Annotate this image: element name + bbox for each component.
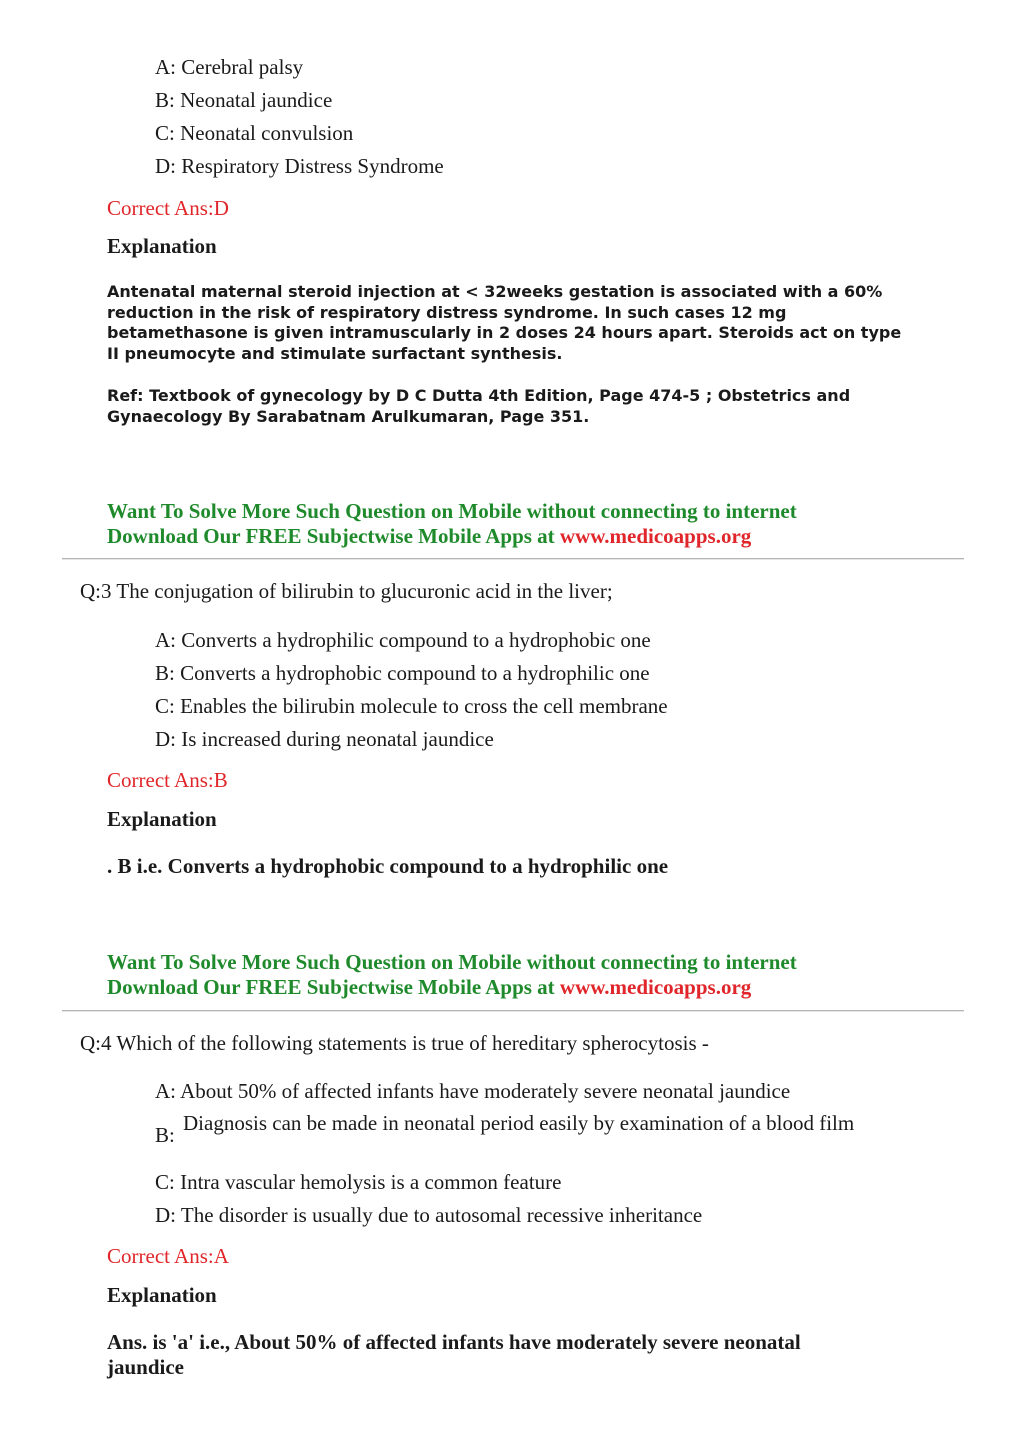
q4-correct-answer: Correct Ans:A [107,1244,229,1268]
q3-explanation-text: . B i.e. Converts a hydrophobic compound to a hydrophilic one [107,854,669,878]
divider [62,558,964,560]
promo-line-1: Want To Solve More Such Question on Mobile without connecting to internet [107,499,797,523]
q4-option-c: C: Intra vascular hemolysis is a common feature [155,1170,562,1194]
q2-option-a: A: Cerebral palsy [155,55,304,79]
q3-option-d: D: Is increased during neonatal jaundice [155,727,494,751]
q4-option-a: A: About 50% of affected infants have moderately severe neonatal jaundice [155,1079,791,1103]
q2-option-c: C: Neonatal convulsion [155,121,354,145]
divider [62,1010,964,1012]
promo-line-2: Download Our FREE Subjectwise Mobile Apps at www.medicoapps.org [107,974,752,999]
q2-reference: Ref: Textbook of gynecology by D C Dutta 4th Edition, Page 474-5 ; Obstetrics and Gynaecology By Sarabatnam Arulkumaran, Page 351. [107,386,851,426]
q3-explanation-heading: Explanation [107,807,217,831]
q2-correct-answer: Correct Ans:D [107,196,229,220]
q3-option-c: C: Enables the bilirubin molecule to cross the cell membrane [155,694,668,718]
medicoapps-link[interactable]: www.medicoapps.org [559,974,752,999]
q3-option-b: B: Converts a hydrophobic compound to a hydrophilic one [155,661,650,685]
q4-option-d: D: The disorder is usually due to autosomal recessive inheritance [155,1203,703,1227]
q4-explanation-heading: Explanation [107,1283,217,1307]
q3-option-a: A: Converts a hydrophilic compound to a hydrophobic one [155,628,651,652]
q4-explanation-text: Ans. is 'a' i.e., About 50% of affected infants have moderately severe neonatal jaundice [107,1330,801,1379]
promo-line-1: Want To Solve More Such Question on Mobile without connecting to internet [107,950,797,974]
q2-explanation-heading: Explanation [107,234,217,258]
q2-option-b: B: Neonatal jaundice [155,88,333,112]
promo-banner [107,499,797,548]
q2-option-d: D: Respiratory Distress Syndrome [155,154,444,178]
promo-line-2: Download Our FREE Subjectwise Mobile Apps at www.medicoapps.org [107,523,752,548]
medicoapps-link[interactable]: www.medicoapps.org [559,523,752,548]
q4-option-b: B: Diagnosis can be made in neonatal period easily by examination of a blood film [155,1111,855,1147]
q3-correct-answer: Correct Ans:B [107,768,228,792]
q3-question: Q:3 The conjugation of bilirubin to glucuronic acid in the liver; [80,579,613,603]
q4-question: Q:4 Which of the following statements is true of hereditary spherocytosis - [80,1031,709,1055]
promo-banner [107,950,797,999]
q2-explanation-text: Antenatal maternal steroid injection at < 32weeks gestation is associated with a 60% reduction in the risk of respiratory distress syndrome. In such cases 12 mg betamethasone is given intramuscularly in 2 doses 24 hours apart. Steroids act on type II pneumocyte and stimulate surfactant synthesis. [107,282,902,363]
